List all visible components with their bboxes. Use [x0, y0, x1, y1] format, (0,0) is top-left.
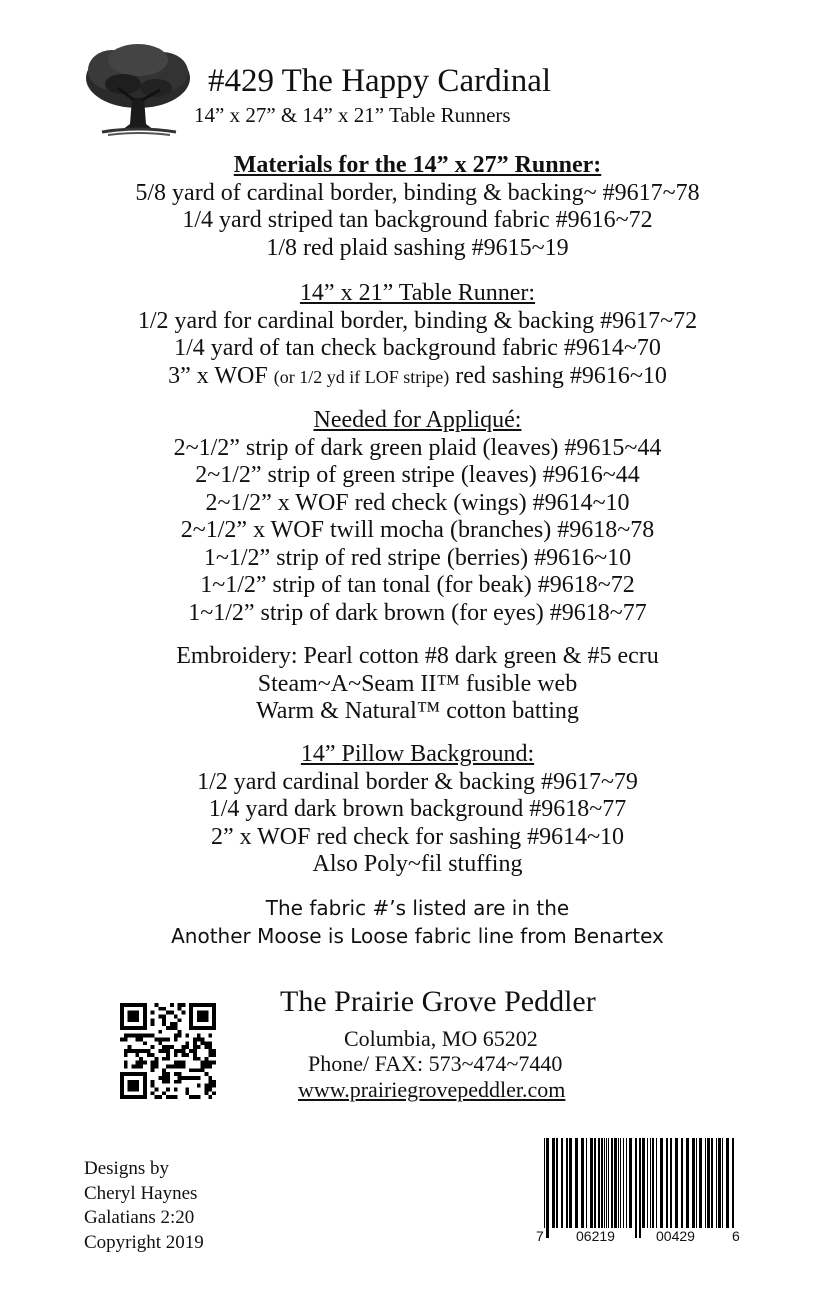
- barcode-bar: [705, 1138, 706, 1228]
- barcode-bar: [561, 1138, 563, 1228]
- material-line: 1~1/2” strip of tan tonal (for beak) #9618~72: [200, 572, 635, 598]
- barcode-bar: [647, 1138, 648, 1228]
- pattern-title: #429 The Happy Cardinal: [208, 63, 552, 99]
- barcode-bar: [732, 1138, 734, 1238]
- fabric-note: [0, 894, 835, 950]
- designer-credits: [84, 1157, 204, 1255]
- shop-name: The Prairie Grove Peddler: [280, 985, 596, 1018]
- barcode-bar: [590, 1138, 593, 1228]
- barcode-bar: [629, 1138, 632, 1228]
- barcode-bar: [611, 1138, 613, 1228]
- credit-line: Copyright 2019: [84, 1231, 204, 1253]
- material-line: 1/2 yard cardinal border & backing #9617~79: [197, 768, 638, 795]
- barcode-bar: [552, 1138, 555, 1228]
- barcode-bar: [707, 1138, 710, 1228]
- barcode-bar: [656, 1138, 657, 1228]
- material-line: 2” x WOF red check for sashing #9614~10: [210, 823, 625, 850]
- material-line: 1/4 yard striped tan background fabric #9616~72: [182, 207, 653, 233]
- barcode-bar: [546, 1138, 549, 1238]
- material-line: 2~1/2” strip of green stripe (leaves) #9616~44: [195, 462, 640, 488]
- barcode-bar: [569, 1138, 572, 1228]
- barcode-bar: [623, 1138, 624, 1228]
- sashing-note: (or 1/2 yd if LOF stripe): [273, 366, 450, 387]
- pattern-subtitle: 14” x 27” & 14” x 21” Table Runners: [194, 103, 511, 127]
- notion-line: Warm & Natural™ cotton batting: [256, 698, 579, 724]
- barcode-bar: [594, 1138, 596, 1228]
- barcode-bar: [620, 1138, 621, 1228]
- barcode-bar: [608, 1138, 609, 1228]
- upc-barcode: [534, 1138, 744, 1244]
- barcode-bar: [635, 1138, 637, 1238]
- pillow-section: [0, 741, 835, 879]
- barcode-bar: [686, 1138, 689, 1228]
- material-line: 2~1/2” x WOF red check (wings) #9614~10: [205, 489, 630, 516]
- section-heading: Needed for Appliqué:: [313, 407, 522, 433]
- barcode-bar: [718, 1138, 721, 1228]
- materials-21-section: [0, 280, 835, 391]
- barcode-bar: [666, 1138, 668, 1228]
- credit-line: Galatians 2:20: [84, 1207, 195, 1228]
- barcode-bar: [711, 1138, 713, 1228]
- barcode-bar: [670, 1138, 672, 1228]
- barcode-bar: [652, 1138, 654, 1228]
- barcode-bar: [614, 1138, 617, 1228]
- barcode-bar: [642, 1138, 645, 1228]
- barcode-check-digit: 6: [732, 1228, 740, 1244]
- credit-line: Designs by: [84, 1158, 169, 1179]
- notion-line: Embroidery: Pearl cotton #8 dark green & #5 ecru: [176, 643, 659, 669]
- material-line: 1/2 yard for cardinal border, binding & backing #9617~72: [137, 307, 698, 334]
- tree-logo-icon: [78, 40, 198, 140]
- qr-code-icon: [120, 1003, 216, 1099]
- barcode-bar: [556, 1138, 558, 1228]
- barcode-bar: [699, 1138, 702, 1228]
- barcode-bar: [575, 1138, 578, 1228]
- material-line: 2~1/2” strip of dark green plaid (leaves) #9615~44: [173, 434, 662, 461]
- fabric-note-line: The fabric #’s listed are in the: [265, 896, 570, 920]
- barcode-left-group: 06219: [576, 1228, 615, 1244]
- barcode-bar: [716, 1138, 717, 1228]
- barcode-bar: [604, 1138, 605, 1228]
- barcode-bar: [681, 1138, 683, 1228]
- section-heading: 14” x 21” Table Runner:: [299, 280, 536, 306]
- barcode-bar: [626, 1138, 627, 1228]
- applique-section: [0, 407, 835, 627]
- barcode-bar: [601, 1138, 603, 1228]
- credit-line: Cheryl Haynes: [84, 1182, 198, 1204]
- notions-section: [0, 643, 835, 726]
- barcode-lead-digit: 7: [536, 1228, 544, 1244]
- material-line: 1/4 yard of tan check background fabric #9614~70: [174, 335, 661, 361]
- barcode-bar: [598, 1138, 600, 1228]
- barcode-bar: [660, 1138, 663, 1228]
- barcode-bar: [581, 1138, 584, 1228]
- barcode-bar: [618, 1138, 619, 1228]
- barcode-bar: [544, 1138, 545, 1238]
- material-line: 2~1/2” x WOF twill mocha (branches) #9618~78: [180, 517, 655, 543]
- barcode-bar: [586, 1138, 587, 1228]
- notion-line: Steam~A~Seam II™ fusible web: [257, 670, 578, 697]
- barcode-bar: [566, 1138, 568, 1228]
- barcode-right-group: 00429: [656, 1228, 695, 1244]
- material-line-sashing: [0, 363, 835, 392]
- materials-27-section: [0, 152, 835, 262]
- material-line: 1/4 yard dark brown background #9618~77: [208, 796, 627, 822]
- barcode-bar: [650, 1138, 651, 1228]
- shop-phone: Phone/ FAX: 573~474~7440: [308, 1051, 563, 1076]
- material-line: 1~1/2” strip of dark brown (for eyes) #9618~77: [188, 599, 647, 626]
- barcode-bar: [639, 1138, 641, 1238]
- barcode-bar: [692, 1138, 695, 1228]
- barcode-bar: [726, 1138, 729, 1228]
- fabric-note-line: Another Moose is Loose fabric line from Benartex: [171, 924, 664, 948]
- barcode-bar: [722, 1138, 723, 1228]
- material-line: 5/8 yard of cardinal border, binding & backing~ #9617~78: [135, 179, 700, 206]
- shop-city: Columbia, MO 65202: [344, 1026, 538, 1051]
- material-line: 1/8 red plaid sashing #9615~19: [266, 234, 569, 261]
- material-line: 1~1/2” strip of red stripe (berries) #9616~10: [203, 544, 632, 571]
- section-heading: 14” Pillow Background:: [300, 741, 535, 767]
- sashing-fabric: red sashing #9616~10: [449, 362, 667, 389]
- sashing-size: 3” x WOF: [168, 362, 274, 389]
- shop-website-link[interactable]: www.prairiegrovepeddler.com: [298, 1077, 566, 1102]
- material-line: Also Poly~fil stuffing: [312, 851, 523, 877]
- section-heading: Materials for the 14” x 27” Runner:: [233, 152, 602, 178]
- barcode-bar: [675, 1138, 678, 1228]
- barcode-bar: [696, 1138, 697, 1228]
- barcode-bar: [606, 1138, 607, 1228]
